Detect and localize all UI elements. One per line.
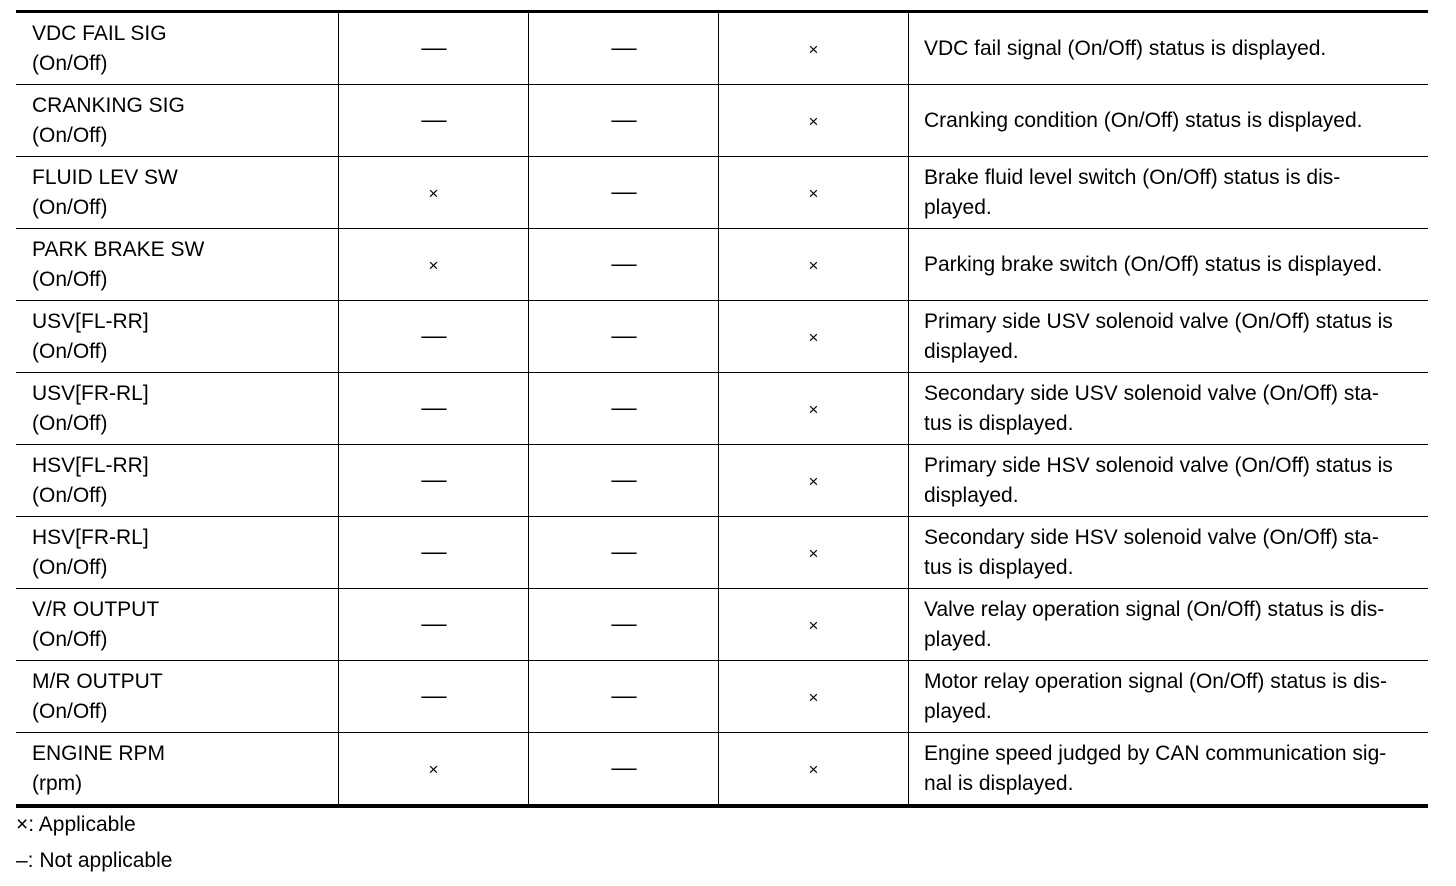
item-unit: (On/Off): [32, 627, 108, 651]
description-line: VDC fail signal (On/Off) status is displayed.: [924, 36, 1327, 60]
table-row: [16, 373, 1428, 445]
applicability-cell-2: [529, 157, 719, 229]
description-cell: [909, 157, 1429, 229]
description-line: Engine speed judged by CAN communication sig-: [924, 741, 1387, 765]
applicability-cell-1: [339, 373, 529, 445]
applicability-cell-3: [719, 301, 909, 373]
not-applicable-mark: —: [420, 610, 447, 636]
applicable-mark: ×: [428, 183, 439, 203]
applicable-mark: ×: [808, 327, 819, 347]
table-row: [16, 229, 1428, 301]
description-line: Cranking condition (On/Off) status is displayed.: [924, 108, 1363, 132]
not-applicable-mark: —: [610, 34, 637, 60]
description-line: Valve relay operation signal (On/Off) status is dis-: [924, 597, 1385, 621]
applicable-mark: ×: [808, 39, 819, 59]
legend-applicable: ×: Applicable: [16, 813, 136, 836]
applicability-cell-2: [529, 517, 719, 589]
description-cell: [909, 589, 1429, 661]
item-name: HSV[FL-RR]: [32, 453, 149, 477]
description-line: Primary side USV solenoid valve (On/Off) status is: [924, 309, 1393, 333]
applicability-cell-2: [529, 661, 719, 733]
item-unit: (On/Off): [32, 483, 108, 507]
not-applicable-mark: —: [610, 538, 637, 564]
item-cell: [16, 157, 339, 229]
description-line: Brake fluid level switch (On/Off) status is dis-: [924, 165, 1341, 189]
applicability-cell-2: [529, 12, 719, 85]
item-cell: [16, 229, 339, 301]
item-cell: [16, 517, 339, 589]
item-unit: (On/Off): [32, 195, 108, 219]
description-cell: [909, 85, 1429, 157]
description-line: Parking brake switch (On/Off) status is displayed.: [924, 252, 1383, 276]
applicability-cell-1: [339, 12, 529, 85]
item-unit: (On/Off): [32, 51, 108, 75]
item-name: VDC FAIL SIG: [32, 21, 167, 45]
description-cell: [909, 661, 1429, 733]
applicability-cell-3: [719, 85, 909, 157]
not-applicable-mark: —: [610, 106, 637, 132]
applicability-cell-1: [339, 517, 529, 589]
applicability-cell-2: [529, 373, 719, 445]
not-applicable-mark: —: [610, 322, 637, 348]
table-row: [16, 301, 1428, 373]
not-applicable-mark: —: [420, 34, 447, 60]
item-cell: [16, 661, 339, 733]
description-cell: [909, 445, 1429, 517]
applicability-cell-3: [719, 157, 909, 229]
not-applicable-mark: —: [420, 466, 447, 492]
applicability-cell-2: [529, 301, 719, 373]
item-name: USV[FL-RR]: [32, 309, 149, 333]
table-row: [16, 445, 1428, 517]
table-body: [16, 12, 1428, 807]
item-name: PARK BRAKE SW: [32, 237, 205, 261]
applicability-cell-1: [339, 733, 529, 807]
applicability-cell-3: [719, 589, 909, 661]
not-applicable-mark: —: [610, 682, 637, 708]
not-applicable-mark: —: [420, 106, 447, 132]
applicability-cell-1: [339, 85, 529, 157]
applicable-mark: ×: [808, 471, 819, 491]
not-applicable-mark: —: [420, 682, 447, 708]
applicable-mark: ×: [808, 687, 819, 707]
item-name: M/R OUTPUT: [32, 669, 163, 693]
legend-not-applicable: –: Not applicable: [16, 849, 173, 872]
table-row: [16, 85, 1428, 157]
description-cell: [909, 517, 1429, 589]
applicability-cell-1: [339, 445, 529, 517]
item-unit: (On/Off): [32, 555, 108, 579]
applicability-cell-3: [719, 229, 909, 301]
item-name: FLUID LEV SW: [32, 165, 178, 189]
not-applicable-mark: —: [610, 250, 637, 276]
item-name: CRANKING SIG: [32, 93, 185, 117]
table-row: [16, 12, 1428, 85]
description-line: Primary side HSV solenoid valve (On/Off) status is: [924, 453, 1393, 477]
item-cell: [16, 12, 339, 85]
description-line: displayed.: [924, 483, 1019, 507]
not-applicable-mark: —: [420, 322, 447, 348]
applicable-mark: ×: [808, 183, 819, 203]
item-cell: [16, 85, 339, 157]
item-cell: [16, 733, 339, 807]
applicable-mark: ×: [808, 543, 819, 563]
item-name: ENGINE RPM: [32, 741, 166, 765]
description-line: tus is displayed.: [924, 555, 1074, 579]
applicability-cell-3: [719, 12, 909, 85]
table-row: [16, 589, 1428, 661]
description-cell: [909, 733, 1429, 807]
applicability-cell-2: [529, 589, 719, 661]
applicable-mark: ×: [808, 615, 819, 635]
description-cell: [909, 373, 1429, 445]
item-unit: (On/Off): [32, 699, 108, 723]
description-line: displayed.: [924, 339, 1019, 363]
applicability-cell-3: [719, 445, 909, 517]
applicability-cell-2: [529, 733, 719, 807]
monitor-item-table: [16, 10, 1428, 808]
applicability-cell-1: [339, 661, 529, 733]
applicability-cell-2: [529, 85, 719, 157]
description-cell: [909, 229, 1429, 301]
applicable-mark: ×: [808, 255, 819, 275]
applicable-mark: ×: [428, 255, 439, 275]
not-applicable-mark: —: [420, 538, 447, 564]
not-applicable-mark: —: [610, 610, 637, 636]
item-unit: (On/Off): [32, 339, 108, 363]
description-line: played.: [924, 699, 992, 723]
applicability-cell-1: [339, 589, 529, 661]
item-unit: (rpm): [32, 771, 83, 795]
table-row: [16, 517, 1428, 589]
table-row: [16, 661, 1428, 733]
applicable-mark: ×: [808, 399, 819, 419]
applicable-mark: ×: [808, 111, 819, 131]
item-cell: [16, 589, 339, 661]
item-name: HSV[FR-RL]: [32, 525, 149, 549]
applicability-cell-2: [529, 445, 719, 517]
applicability-cell-1: [339, 301, 529, 373]
item-unit: (On/Off): [32, 123, 108, 147]
description-line: played.: [924, 195, 992, 219]
applicability-cell-3: [719, 733, 909, 807]
applicability-cell-1: [339, 229, 529, 301]
applicability-cell-3: [719, 661, 909, 733]
item-cell: [16, 445, 339, 517]
description-line: Motor relay operation signal (On/Off) status is dis-: [924, 669, 1387, 693]
description-cell: [909, 12, 1429, 85]
not-applicable-mark: —: [610, 466, 637, 492]
item-name: V/R OUTPUT: [32, 597, 160, 621]
description-line: played.: [924, 627, 992, 651]
applicability-cell-2: [529, 229, 719, 301]
item-cell: [16, 301, 339, 373]
description-line: tus is displayed.: [924, 411, 1074, 435]
description-cell: [909, 301, 1429, 373]
applicable-mark: ×: [808, 759, 819, 779]
description-line: Secondary side USV solenoid valve (On/Off) sta-: [924, 381, 1379, 405]
table-row: [16, 733, 1428, 807]
applicability-cell-3: [719, 373, 909, 445]
not-applicable-mark: —: [610, 394, 637, 420]
applicable-mark: ×: [428, 759, 439, 779]
description-line: Secondary side HSV solenoid valve (On/Off) sta-: [924, 525, 1379, 549]
not-applicable-mark: —: [420, 394, 447, 420]
table-row: [16, 157, 1428, 229]
item-name: USV[FR-RL]: [32, 381, 149, 405]
description-line: nal is displayed.: [924, 771, 1074, 795]
not-applicable-mark: —: [610, 178, 637, 204]
item-unit: (On/Off): [32, 267, 108, 291]
item-unit: (On/Off): [32, 411, 108, 435]
item-cell: [16, 373, 339, 445]
applicability-cell-3: [719, 517, 909, 589]
not-applicable-mark: —: [610, 754, 637, 780]
applicability-cell-1: [339, 157, 529, 229]
